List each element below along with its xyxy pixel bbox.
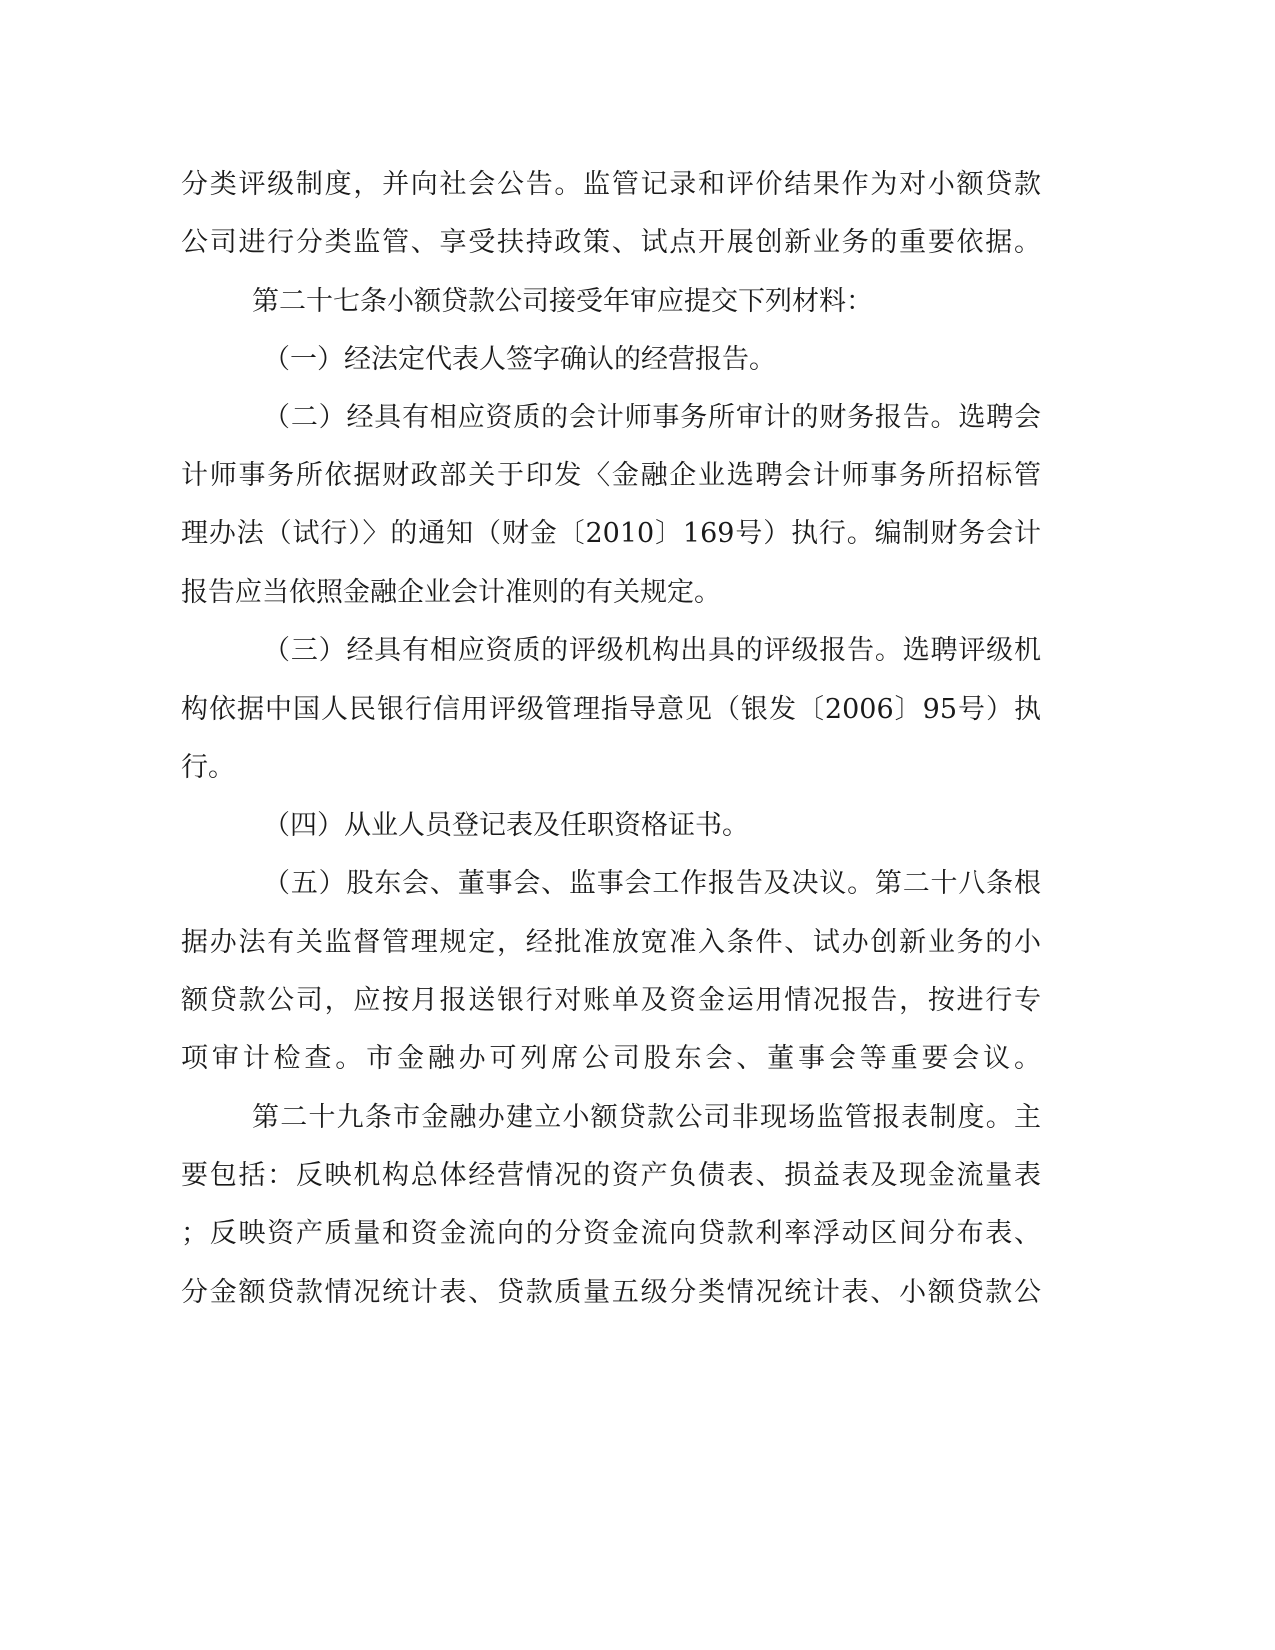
- text-line: 分金额贷款情况统计表、贷款质量五级分类情况统计表、小额贷款公: [181, 1277, 1041, 1308]
- text-line: 第二十七条小额贷款公司接受年审应提交下列材料：: [252, 286, 873, 317]
- text-line: 理办法（试行）〉的通知（财金〔2010〕169号）执行。编制财务会计: [181, 518, 1041, 549]
- text-line: 报告应当依照金融企业会计准则的有关规定。: [181, 577, 721, 608]
- text-line: 要包括：反映机构总体经营情况的资产负债表、损益表及现金流量表: [181, 1160, 1041, 1191]
- text-line: （一）经法定代表人签字确认的经营报告。: [263, 344, 776, 375]
- text-line: 公司进行分类监管、享受扶持政策、试点开展创新业务的重要依据。: [181, 227, 1041, 258]
- text-line: 额贷款公司，应按月报送银行对账单及资金运用情况报告，按进行专: [181, 985, 1041, 1016]
- text-line: （四）从业人员登记表及任职资格证书。: [263, 810, 749, 841]
- text-line: 项审计检查。市金融办可列席公司股东会、董事会等重要会议。: [181, 1043, 1041, 1074]
- text-line: （五）股东会、董事会、监事会工作报告及决议。第二十八条根: [263, 868, 1041, 899]
- text-line: 计师事务所依据财政部关于印发〈金融企业选聘会计师事务所招标管: [181, 460, 1041, 491]
- text-line: 据办法有关监督管理规定，经批准放宽准入条件、试办创新业务的小: [181, 927, 1041, 958]
- text-line: ；反映资产质量和资金流向的分资金流向贷款利率浮动区间分布表、: [181, 1218, 1041, 1249]
- text-line: （三）经具有相应资质的评级机构出具的评级报告。选聘评级机: [263, 635, 1041, 666]
- text-line: 构依据中国人民银行信用评级管理指导意见（银发〔2006〕95号）执: [181, 694, 1041, 725]
- text-line: （二）经具有相应资质的会计师事务所审计的财务报告。选聘会: [263, 402, 1041, 433]
- text-line: 行。: [181, 752, 235, 783]
- text-line: 分类评级制度，并向社会公告。监管记录和评价结果作为对小额贷款: [181, 169, 1041, 200]
- text-line: 第二十九条市金融办建立小额贷款公司非现场监管报表制度。主: [252, 1102, 1041, 1133]
